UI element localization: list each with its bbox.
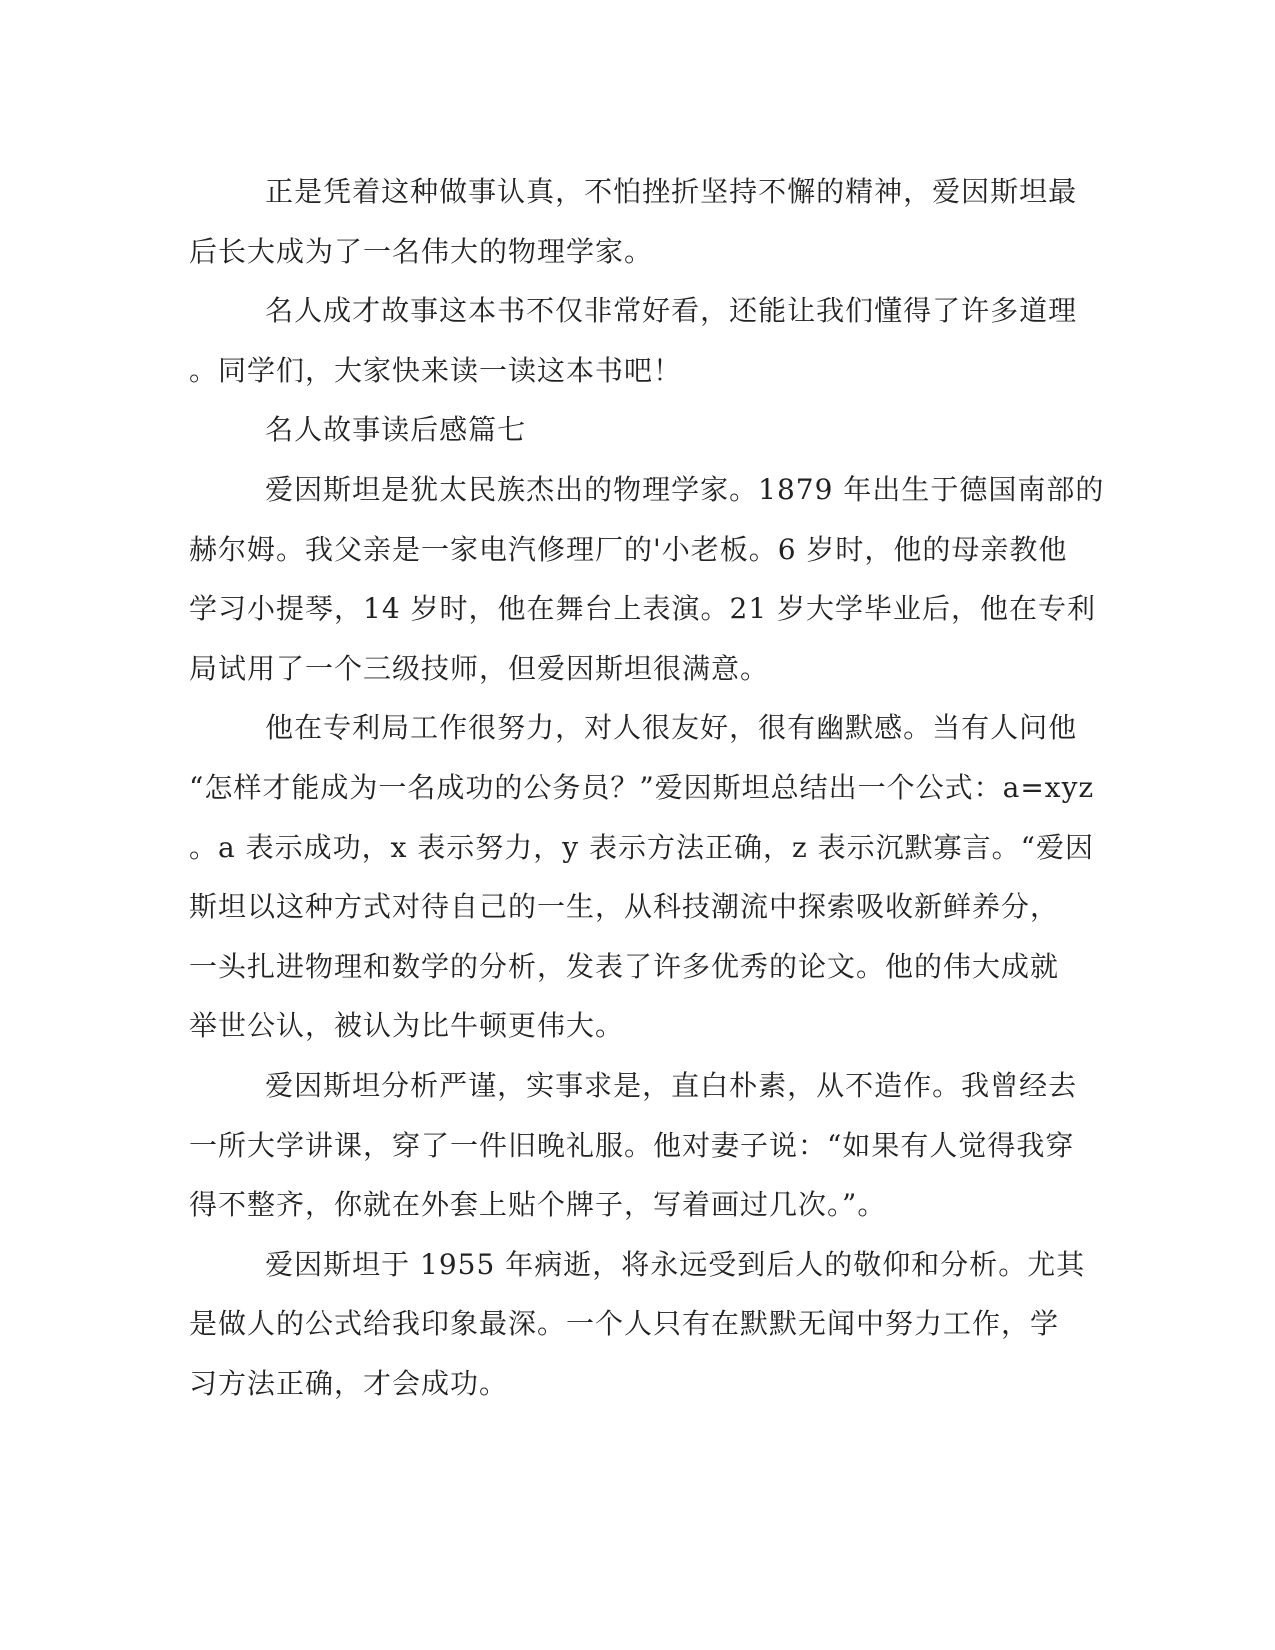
text-line: 。同学们，大家快来读一读这本书吧！ xyxy=(189,353,683,387)
text-line: 他在专利局工作很努力，对人很友好，很有幽默感。当有人问他 xyxy=(265,711,1078,745)
paragraph-conclusion xyxy=(189,1235,1086,1414)
text-line: 赫尔姆。我父亲是一家电汽修理厂的'小老板。6 岁时，他的母亲教他 xyxy=(189,532,1068,566)
text-line: “怎样才能成为一名成功的公务员？”爱因斯坦总结出一个公式：a=xyz xyxy=(189,770,1095,804)
text-line: 爱因斯坦是犹太民族杰出的物理学家。1879 年出生于德国南部的 xyxy=(265,472,1105,506)
text-line: 正是凭着这种做事认真，不怕挫折坚持不懈的精神，爱因斯坦最 xyxy=(265,175,1078,208)
text-line: 名人成才故事这本书不仅非常好看，还能让我们懂得了许多道理 xyxy=(265,294,1078,328)
text-line: 习方法正确，才会成功。 xyxy=(189,1366,509,1400)
text-line: 学习小提琴，14 岁时，他在舞台上表演。21 岁大学毕业后，他在专利 xyxy=(189,592,1097,626)
text-line: 得不整齐，你就在外套上贴个牌子，写着画过几次。”。 xyxy=(189,1188,887,1222)
text-line: 爱因斯坦于 1955 年病逝，将永远受到后人的敬仰和分析。尤其 xyxy=(265,1247,1086,1281)
text-line: 后长大成为了一名伟大的物理学家。 xyxy=(189,234,654,268)
paragraph-einstein-character xyxy=(189,1056,1078,1235)
section-heading xyxy=(189,400,1074,460)
text-line: 斯坦以这种方式对待自己的一生，从科技潮流中探索吸收新鲜养分， xyxy=(189,890,1060,924)
text-line: 一所大学讲课，穿了一件旧晚礼服。他对妻子说：“如果有人觉得我穿 xyxy=(189,1128,1075,1162)
text-line: 局试用了一个三级技师，但爱因斯坦很满意。 xyxy=(189,651,770,685)
paragraph-success-formula xyxy=(189,698,1095,1056)
text-line: 是做人的公式给我印象最深。一个人只有在默默无闻中努力工作，学 xyxy=(189,1307,1060,1341)
text-line: 。a 表示成功，x 表示努力，y 表示方法正确，z 表示沉默寡言。“爱因 xyxy=(189,830,1094,864)
paragraph-einstein-biography xyxy=(189,460,1105,698)
section-title: 名人故事读后感篇七 xyxy=(265,413,527,447)
text-line: 爱因斯坦分析严谨，实事求是，直白朴素，从不造作。我曾经去 xyxy=(265,1068,1078,1102)
text-line: 举世公认，被认为比牛顿更伟大。 xyxy=(189,1009,625,1043)
text-line: 一头扎进物理和数学的分析，发表了许多优秀的论文。他的伟大成就 xyxy=(189,949,1060,983)
paragraph-book-recommendation xyxy=(189,281,1078,400)
paragraph-einstein-spirit xyxy=(189,162,1078,281)
document-body xyxy=(189,162,1105,1413)
